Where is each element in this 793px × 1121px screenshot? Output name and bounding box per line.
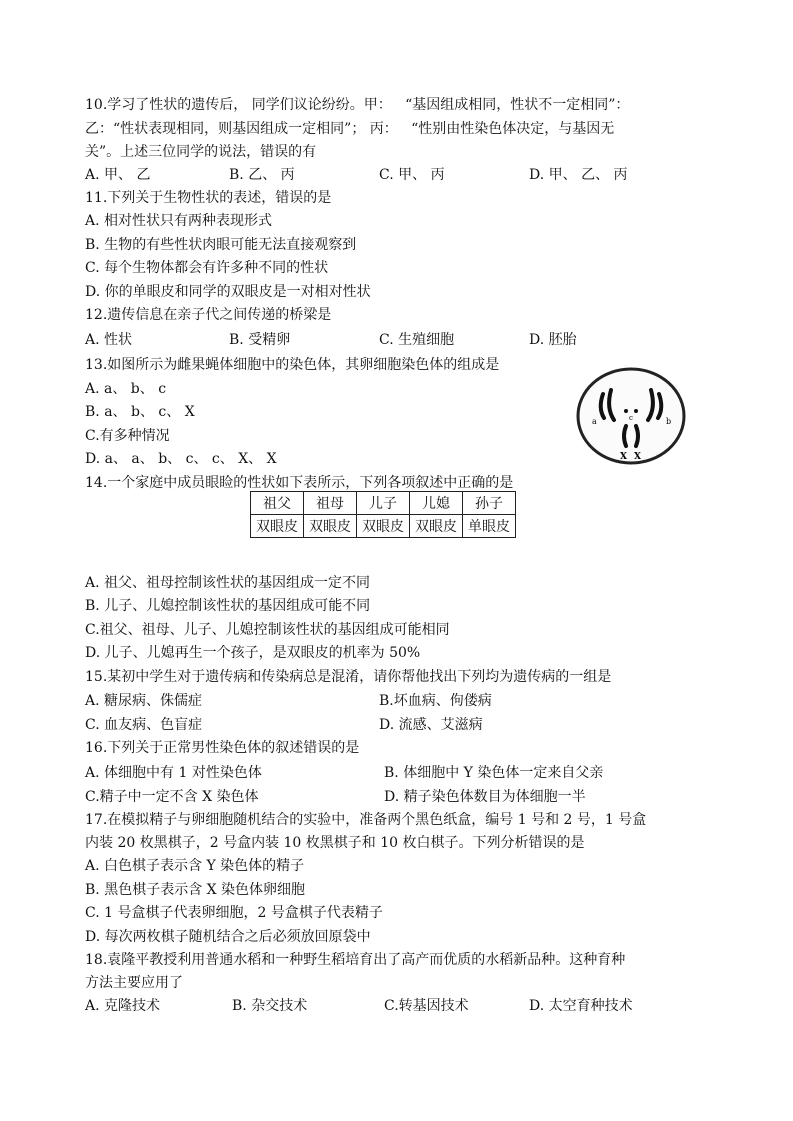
- q12-option-c: C. 生殖细胞: [379, 332, 455, 348]
- q10-option-a: A. 甲、 乙: [85, 167, 151, 183]
- q18-option-a: A. 克隆技术: [85, 998, 161, 1014]
- q10-stem-line3: 关”。上述三位同学的说法，错误的有: [85, 144, 317, 160]
- q10-option-c: C. 甲、 丙: [379, 167, 445, 183]
- table-row: [251, 515, 516, 538]
- q14-option-a: A. 祖父、祖母控制该性状的基因组成一定不同: [85, 575, 371, 591]
- figure-label-c: c: [629, 414, 633, 422]
- q13-option-b: B. a、 b、 c、 X: [85, 404, 195, 420]
- q17-stem-line2: 内装 20 枚黑棋子，2 号盒内装 10 枚黑棋子和 10 枚白棋子。下列分析错误的是: [85, 835, 585, 851]
- q14-option-b: B. 儿子、儿媳控制该性状的基因组成可能不同: [85, 598, 371, 614]
- q15-option-c: C. 血友病、色盲症: [85, 717, 203, 733]
- q12-option-a: A. 性状: [85, 332, 133, 348]
- q14-stem: 14.一个家庭中成员眼睑的性状如下表所示，下列各项叙述中正确的是: [85, 475, 514, 491]
- table-header-cell: 儿子: [357, 492, 410, 515]
- q17-option-c: C. 1 号盒棋子代表卵细胞，2 号盒棋子代表精子: [85, 905, 383, 921]
- table-header-cell: 儿媳: [410, 492, 463, 515]
- q18-option-d: D. 太空育种技术: [529, 998, 633, 1014]
- q15-option-b: B.坏血病、佝偻病: [379, 693, 492, 709]
- q12-option-b: B. 受精卵: [229, 332, 291, 348]
- eyelid-table: [250, 491, 516, 538]
- chromosome-c-right: [634, 409, 638, 413]
- q12-option-d: D. 胚胎: [529, 332, 577, 348]
- fruitfly-chromosome-figure: [576, 366, 686, 466]
- figure-label-a: a: [592, 417, 597, 426]
- q11-stem: 11.下列关于生物性状的表述，错误的是: [85, 190, 332, 206]
- chromosome-x-right: [636, 426, 638, 446]
- table-header-row: [251, 492, 516, 515]
- table-cell: 双眼皮: [410, 515, 463, 538]
- q17-option-d: D. 每次两枚棋子随机结合之后必须放回原袋中: [85, 929, 371, 945]
- q13-option-d: D. a、 a、 b、 c、 c、 X、 X: [85, 451, 277, 467]
- q11-option-d: D. 你的单眼皮和同学的双眼皮是一对相对性状: [85, 284, 371, 300]
- figure-label-x-right: X: [634, 452, 641, 462]
- q18-stem-line1: 18.袁隆平教授利用普通水稻和一种野生稻培育出了高产而优质的水稻新品种。这种育种: [85, 952, 626, 968]
- q15-stem: 15.某初中学生对于遗传病和传染病总是混淆，请你帮他找出下列均为遗传病的一组是: [85, 669, 612, 685]
- table-cell: 双眼皮: [357, 515, 410, 538]
- q12-stem: 12.遗传信息在亲子代之间传递的桥梁是: [85, 307, 332, 323]
- q13-option-a: A. a、 b、 c: [85, 381, 167, 397]
- q18-stem-line2: 方法主要应用了: [85, 975, 183, 991]
- q16-option-c: C.精子中一定不含 X 染色体: [85, 789, 259, 805]
- q14-option-d: D. 儿子、儿媳再生一个孩子，是双眼皮的机率为 50%: [85, 645, 421, 661]
- q15-option-a: A. 糖尿病、侏儒症: [85, 693, 203, 709]
- q13-stem: 13.如图所示为雌果蝇体细胞中的染色体，其卵细胞染色体的组成是: [85, 357, 500, 373]
- table-header-cell: 孙子: [463, 492, 516, 515]
- q11-option-a: A. 相对性状只有两种表现形式: [85, 213, 273, 229]
- q11-option-b: B. 生物的有些性状肉眼可能无法直接观察到: [85, 237, 357, 253]
- table-header-cell: 祖母: [304, 492, 357, 515]
- q17-option-a: A. 白色棋子表示含 Y 染色体的精子: [85, 858, 305, 874]
- table-header-cell: 祖父: [251, 492, 304, 515]
- q13-option-c: C.有多种情况: [85, 428, 170, 444]
- q16-option-a: A. 体细胞中有 1 对性染色体: [85, 765, 262, 781]
- q18-option-c: C.转基因技术: [384, 998, 469, 1014]
- table-cell: 单眼皮: [463, 515, 516, 538]
- q14-option-c: C.祖父、祖母、儿子、儿媳控制该性状的基因组成可能相同: [85, 622, 450, 638]
- table-cell: 双眼皮: [251, 515, 304, 538]
- q10-option-d: D. 甲、 乙、 丙: [529, 167, 628, 183]
- q10-stem-line2: 乙：“性状表现相同，则基因组成一定相同”； 丙： “性别由性染色体决定，与基因无: [85, 121, 615, 137]
- figure-label-b: b: [666, 417, 672, 426]
- q15-option-d: D. 流感、艾滋病: [379, 717, 483, 733]
- q17-option-b: B. 黑色棋子表示含 X 染色体卵细胞: [85, 882, 306, 898]
- q16-option-d: D. 精子染色体数目为体细胞一半: [384, 789, 586, 805]
- q18-option-b: B. 杂交技术: [232, 998, 308, 1014]
- q16-stem: 16.下列关于正常男性染色体的叙述错误的是: [85, 740, 360, 756]
- chromosome-x-left: [624, 426, 626, 446]
- q11-option-c: C. 每个生物体都会有许多种不同的性状: [85, 260, 329, 276]
- q16-option-b: B. 体细胞中 Y 染色体一定来自父亲: [384, 765, 604, 781]
- q17-stem-line1: 17.在模拟精子与卵细胞随机结合的实验中，准备两个黑色纸盒，编号 1 号和 2 号，1 号盒: [85, 812, 647, 828]
- chromosome-c-left: [624, 409, 628, 413]
- figure-label-x-left: X: [620, 452, 627, 462]
- q10-stem-line1: 10.学习了性状的遗传后， 同学们议论纷纷。甲： “基因组成相同，性状不一定相同”：: [85, 97, 630, 113]
- table-cell: 双眼皮: [304, 515, 357, 538]
- q10-option-b: B. 乙、 丙: [229, 167, 295, 183]
